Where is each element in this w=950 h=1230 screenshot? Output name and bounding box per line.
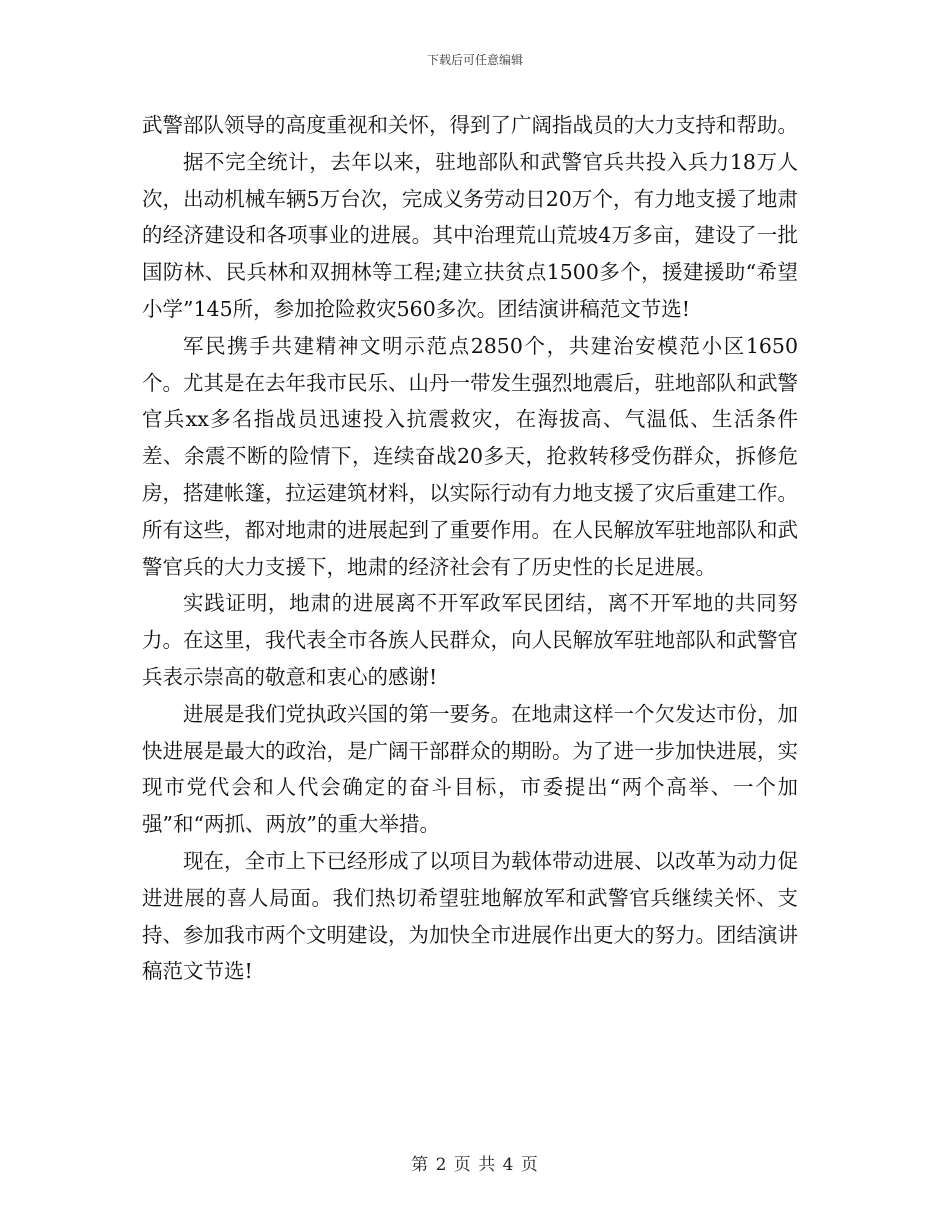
paragraph-2: 据不完全统计，去年以来，驻地部队和武警官兵共投入兵力18万人次，出动机械车辆5万台次，完成义务劳动日20万个，有力地支援了地肃的经济建设和各项事业的进展。其中治理荒山荒坡4万多亩，建设了一批国防林、民兵林和双拥林等工程;建立扶贫点1500多个，援建援助“希望小学”145所，参加抢险救灾560多次。团结演讲稿范文节选! bbox=[142, 149, 798, 321]
page-number-footer: 第 2 页 共 4 页 bbox=[411, 1155, 539, 1175]
paragraph-3: 军民携手共建精神文明示范点2850个，共建治安模范小区1650个。尤其是在去年我市民乐、山丹一带发生强烈地震后，驻地部队和武警官兵xx多名指战员迅速投入抗震救灾，在海拔高、气温低、生活条件差、余震不断的险情下，连续奋战20多天，抢救转移受伤群众，拆修危房，搭建帐篷，拉运建筑材料，以实际行动有力地支援了灾后重建工作。所有这些，都对地肃的进展起到了重要作用。在人民解放军驻地部队和武警官兵的大力支援下，地肃的经济社会有了历史性的长足进展。 bbox=[142, 333, 798, 579]
page-header-note: 下载后可任意编辑 bbox=[426, 53, 523, 67]
document-body bbox=[142, 107, 798, 990]
paragraph-1: 武警部队领导的高度重视和关怀，得到了广阔指战员的大力支持和帮助。 bbox=[142, 113, 798, 137]
paragraph-4: 实践证明，地肃的进展离不开军政军民团结，离不开军地的共同努力。在这里，我代表全市各族人民群众，向人民解放军驻地部队和武警官兵表示崇高的敬意和衷心的感谢! bbox=[142, 591, 798, 689]
paragraph-6: 现在，全市上下已经形成了以项目为载体带动进展、以改革为动力促进进展的喜人局面。我们热切希望驻地解放军和武警官兵继续关怀、支持、参加我市两个文明建设，为加快全市进展作出更大的努力。团结演讲稿范文节选! bbox=[142, 848, 798, 984]
paragraph-5: 进展是我们党执政兴国的第一要务。在地肃这样一个欠发达市份，加快进展是最大的政治，是广阔干部群众的期盼。为了进一步加快进展，实现市党代会和人代会确定的奋斗目标，市委提出“两个高举、一个加强”和“两抓、两放”的重大举措。 bbox=[142, 701, 798, 837]
